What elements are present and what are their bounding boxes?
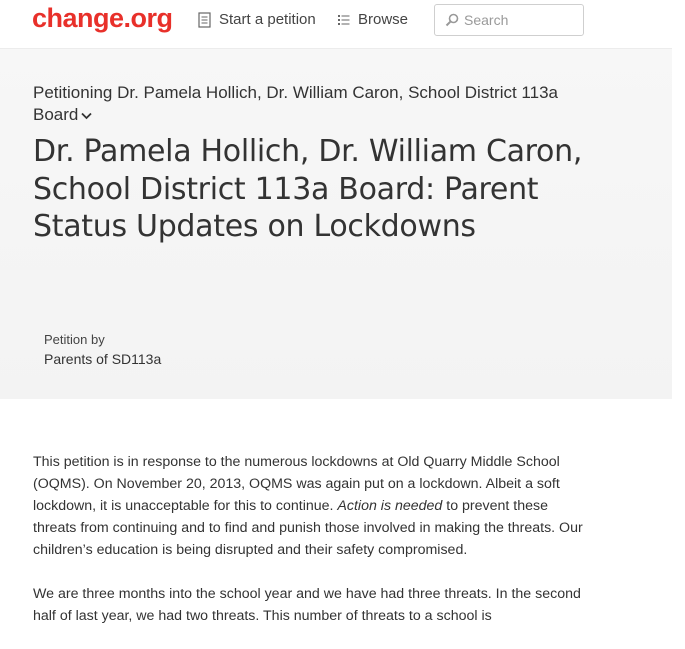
- petitioning-text: Petitioning Dr. Pamela Hollich, Dr. William Caron, School District 113a Board: [33, 83, 558, 124]
- browse-link[interactable]: [338, 11, 408, 28]
- petition-description: [33, 451, 593, 649]
- petition-header: [0, 48, 672, 399]
- document-icon: [198, 12, 211, 28]
- petition-by-label: Petition by: [44, 332, 105, 347]
- change-org-logo[interactable]: change.org: [32, 3, 173, 33]
- start-petition-label: Start a petition: [219, 11, 316, 28]
- paragraph-1-emphasis: Action is needed: [337, 498, 443, 514]
- petitioning-targets[interactable]: [33, 82, 593, 126]
- start-petition-link[interactable]: [198, 11, 316, 28]
- petition-author[interactable]: Parents of SD113a: [44, 351, 162, 367]
- paragraph-1-text-b: to prevent these threats from continuing and to find and punish those involved in making the threats. Our children’s education is being disrupted and their safety compromised.: [33, 498, 583, 558]
- search-icon: [445, 13, 459, 27]
- list-icon: [338, 14, 350, 26]
- petition-title: Dr. Pamela Hollich, Dr. William Caron, School District 113a Board: Parent Status Updates on Lockdowns: [33, 134, 583, 244]
- chevron-down-icon: [81, 112, 92, 120]
- paragraph-1-text-a: This petition is in response to the numerous lockdowns at Old Quarry Middle School (OQMS). On November 20, 2013, OQMS was again put on a lockdown. Albeit a soft lockdown, it is unacceptable for this to continue.: [33, 454, 560, 514]
- search-box[interactable]: [434, 4, 584, 36]
- browse-label: Browse: [358, 11, 409, 28]
- top-navigation-bar: [0, 0, 685, 48]
- side-strip: [672, 48, 685, 398]
- description-paragraph-1: [33, 451, 593, 561]
- search-input[interactable]: [464, 12, 574, 28]
- description-paragraph-2: We are three months into the school year and we have had three threats. In the second half of last year, we had two threats. This number of threats to a school is: [33, 586, 581, 624]
